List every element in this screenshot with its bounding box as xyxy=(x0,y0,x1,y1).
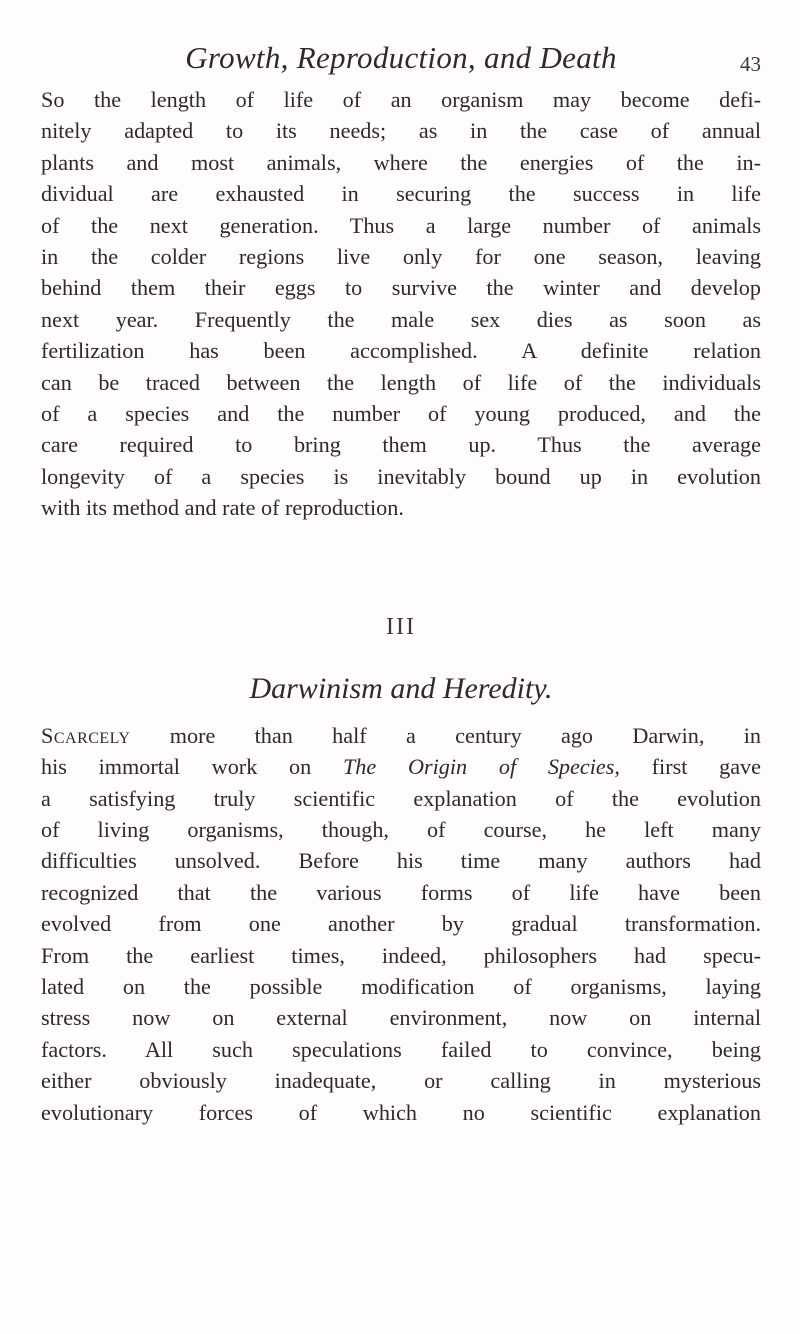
text-line: evolved from one another by gradual transformation. xyxy=(41,911,761,937)
page-number: 43 xyxy=(740,52,761,76)
text-line: So the length of life of an organism may become defi- xyxy=(41,87,761,112)
book-page xyxy=(41,32,761,1128)
section-number: III xyxy=(386,613,416,640)
text-line: evolutionary forces of which no scientific explanation xyxy=(41,1099,761,1125)
text-fragment: more than half a century ago Darwin, in xyxy=(130,722,761,748)
text-line: either obviously inadequate, or calling in mysterious xyxy=(41,1068,761,1094)
book-title-reference: The Origin of Species xyxy=(342,754,615,780)
text-line: care required to bring them up. Thus the average xyxy=(41,432,761,458)
opening-word: Scarcely xyxy=(41,722,131,748)
text-line: longevity of a species is inevitably bound up in evolution xyxy=(41,463,761,489)
paragraph-darwinism xyxy=(41,720,761,1128)
text-line: difficulties unsolved. Before his time many authors had xyxy=(41,848,761,874)
text-line: stress now on external environment, now on internal xyxy=(41,1005,761,1031)
section-title: Darwinism and Heredity. xyxy=(249,671,553,705)
text-line: next year. Frequently the male sex dies as soon as xyxy=(41,306,761,332)
text-line: fertilization has been accomplished. A definite relation xyxy=(41,338,761,364)
text-line: of the next generation. Thus a large number of animals xyxy=(41,212,761,238)
text-line: nitely adapted to its needs; as in the case of annual xyxy=(41,118,761,144)
text-line: can be traced between the length of life of the individuals xyxy=(41,369,761,395)
text-line: with its method and rate of reproduction. xyxy=(41,495,404,521)
text-line: From the earliest times, indeed, philosophers had specu- xyxy=(41,942,761,968)
text-line: dividual are exhausted in securing the success in life xyxy=(41,181,761,207)
text-line: in the colder regions live only for one season, leaving xyxy=(41,244,761,270)
text-line: factors. All such speculations failed to convince, being xyxy=(41,1036,761,1062)
text-line: lated on the possible modification of organisms, laying xyxy=(41,973,761,999)
text-line: of living organisms, though, of course, he left many xyxy=(41,816,761,842)
text-fragment: his immortal work on xyxy=(41,754,343,780)
text-line: recognized that the various forms of life have been xyxy=(41,879,761,905)
text-line xyxy=(41,720,761,751)
text-line: of a species and the number of young produced, and the xyxy=(41,401,761,427)
text-line: plants and most animals, where the energies of the in- xyxy=(41,149,761,175)
running-head xyxy=(41,32,761,84)
paragraph-longevity xyxy=(41,84,761,524)
text-line: behind them their eggs to survive the winter and develop xyxy=(41,275,761,301)
text-line xyxy=(41,751,761,782)
running-title: Growth, Reproduction, and Death xyxy=(185,40,617,75)
text-fragment: , first gave xyxy=(614,754,762,780)
text-line: a satisfying truly scientific explanation of the evolution xyxy=(41,785,761,811)
